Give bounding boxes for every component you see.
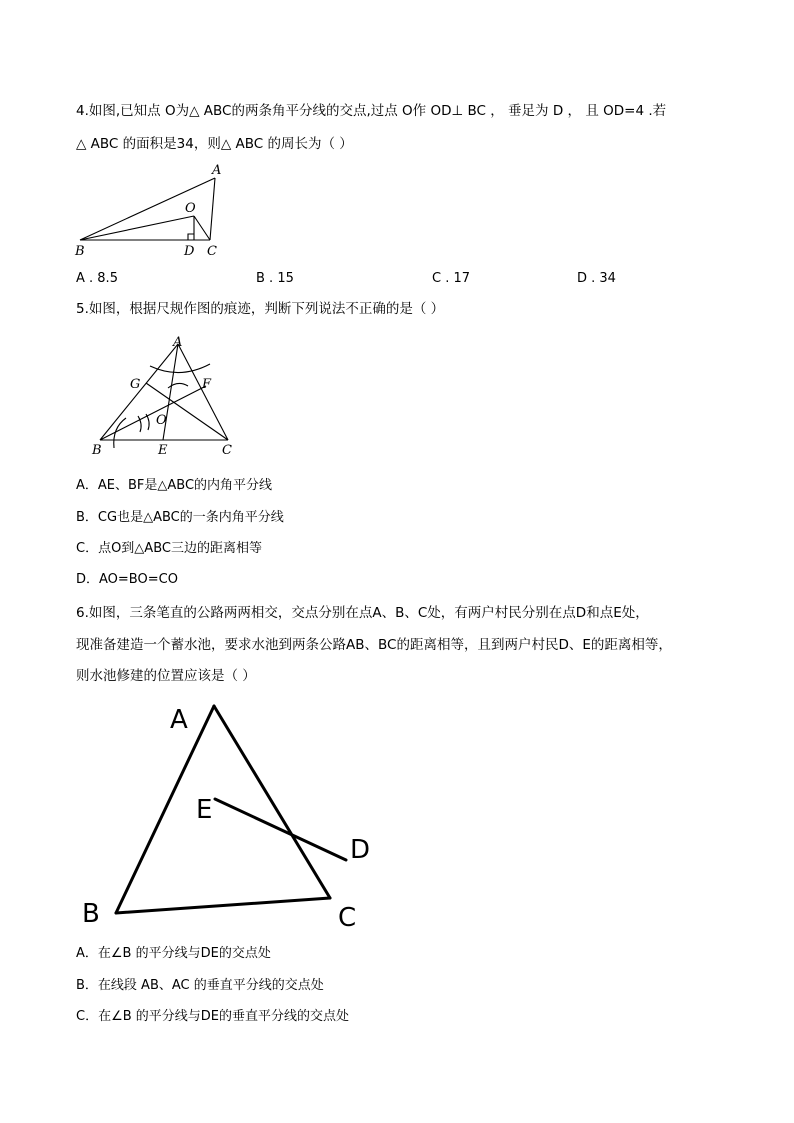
q6-label-b: B [82, 899, 100, 929]
q6-segment-ed [215, 799, 346, 860]
q6-label-d: D [350, 835, 371, 865]
q4-option-c[interactable]: C . 17 [432, 271, 471, 286]
q6-label-a: A [170, 705, 188, 735]
q5-label-b: B [92, 443, 102, 458]
q4-label-b: B [75, 244, 85, 259]
q5-segment-cg [146, 383, 228, 440]
q4-option-a[interactable]: A . 8.5 [76, 271, 118, 286]
q4-segment-ac [210, 178, 215, 240]
q6-label-e: E [196, 795, 213, 825]
q4-segment-oc [194, 216, 210, 240]
q5-segment-ac [178, 344, 228, 440]
q4-label-c: C [207, 244, 217, 259]
q5-label-g: G [130, 377, 141, 392]
q5-figure [88, 336, 248, 466]
q5-arc-b [114, 418, 126, 448]
q4-stem-line2: △ ABC 的面积是34，则△ ABC 的周长为（ ） [76, 136, 353, 152]
q4-label-a: A [212, 163, 222, 178]
q6-stem-line2: 现准备建造一个蓄水池，要求水池到两条公路AB、BC的距离相等，且到两户村民D、E的距离相等， [76, 637, 672, 653]
q6-option-a[interactable]: A．在∠B 的平分线与DE的交点处 [76, 946, 271, 961]
q5-option-c[interactable]: C．点O到△ABC三边的距离相等 [76, 541, 262, 556]
q6-segment-ac [214, 706, 330, 898]
q5-arc-mark-b [138, 416, 141, 432]
q5-option-b[interactable]: B．CG也是△ABC的一条内角平分线 [76, 510, 284, 525]
q4-segment-bo [80, 216, 194, 240]
q5-label-o: O [156, 413, 167, 428]
q5-label-e: E [158, 443, 168, 458]
q6-segment-bc [116, 898, 330, 913]
q5-label-a: A [173, 335, 183, 350]
q5-label-c: C [222, 443, 232, 458]
q5-label-f: F [202, 377, 212, 392]
q4-figure [70, 160, 230, 260]
q4-label-o: O [185, 201, 196, 216]
q4-right-angle-mark [188, 234, 194, 240]
q5-option-d[interactable]: D．AO=BO=CO [76, 572, 178, 587]
q6-stem-line3: 则水池修建的位置应该是（ ） [76, 668, 256, 684]
q4-label-d: D [184, 244, 195, 259]
q6-option-c[interactable]: C．在∠B 的平分线与DE的垂直平分线的交点处 [76, 1009, 350, 1024]
q4-option-b[interactable]: B . 15 [256, 271, 294, 286]
q5-option-a[interactable]: A．AE、BF是△ABC的内角平分线 [76, 478, 273, 493]
q6-figure [78, 698, 388, 934]
q6-stem-line1: 6.如图，三条笔直的公路两两相交，交点分别在点A、B、C处，有两户村民分别在点D和点E处， [76, 605, 649, 621]
q4-option-d[interactable]: D . 34 [577, 271, 616, 286]
q6-option-b[interactable]: B．在线段 AB、AC 的垂直平分线的交点处 [76, 978, 324, 993]
q5-arc-a [150, 364, 210, 373]
q6-label-c: C [338, 903, 357, 933]
q4-stem-line1: 4.如图,已知点 O为△ ABC的两条角平分线的交点,过点 O作 OD⊥ BC ， 垂足为 D ， 且 OD=4 .若 [76, 103, 667, 119]
q5-stem: 5.如图，根据尺规作图的痕迹，判断下列说法不正确的是（ ） [76, 301, 445, 317]
